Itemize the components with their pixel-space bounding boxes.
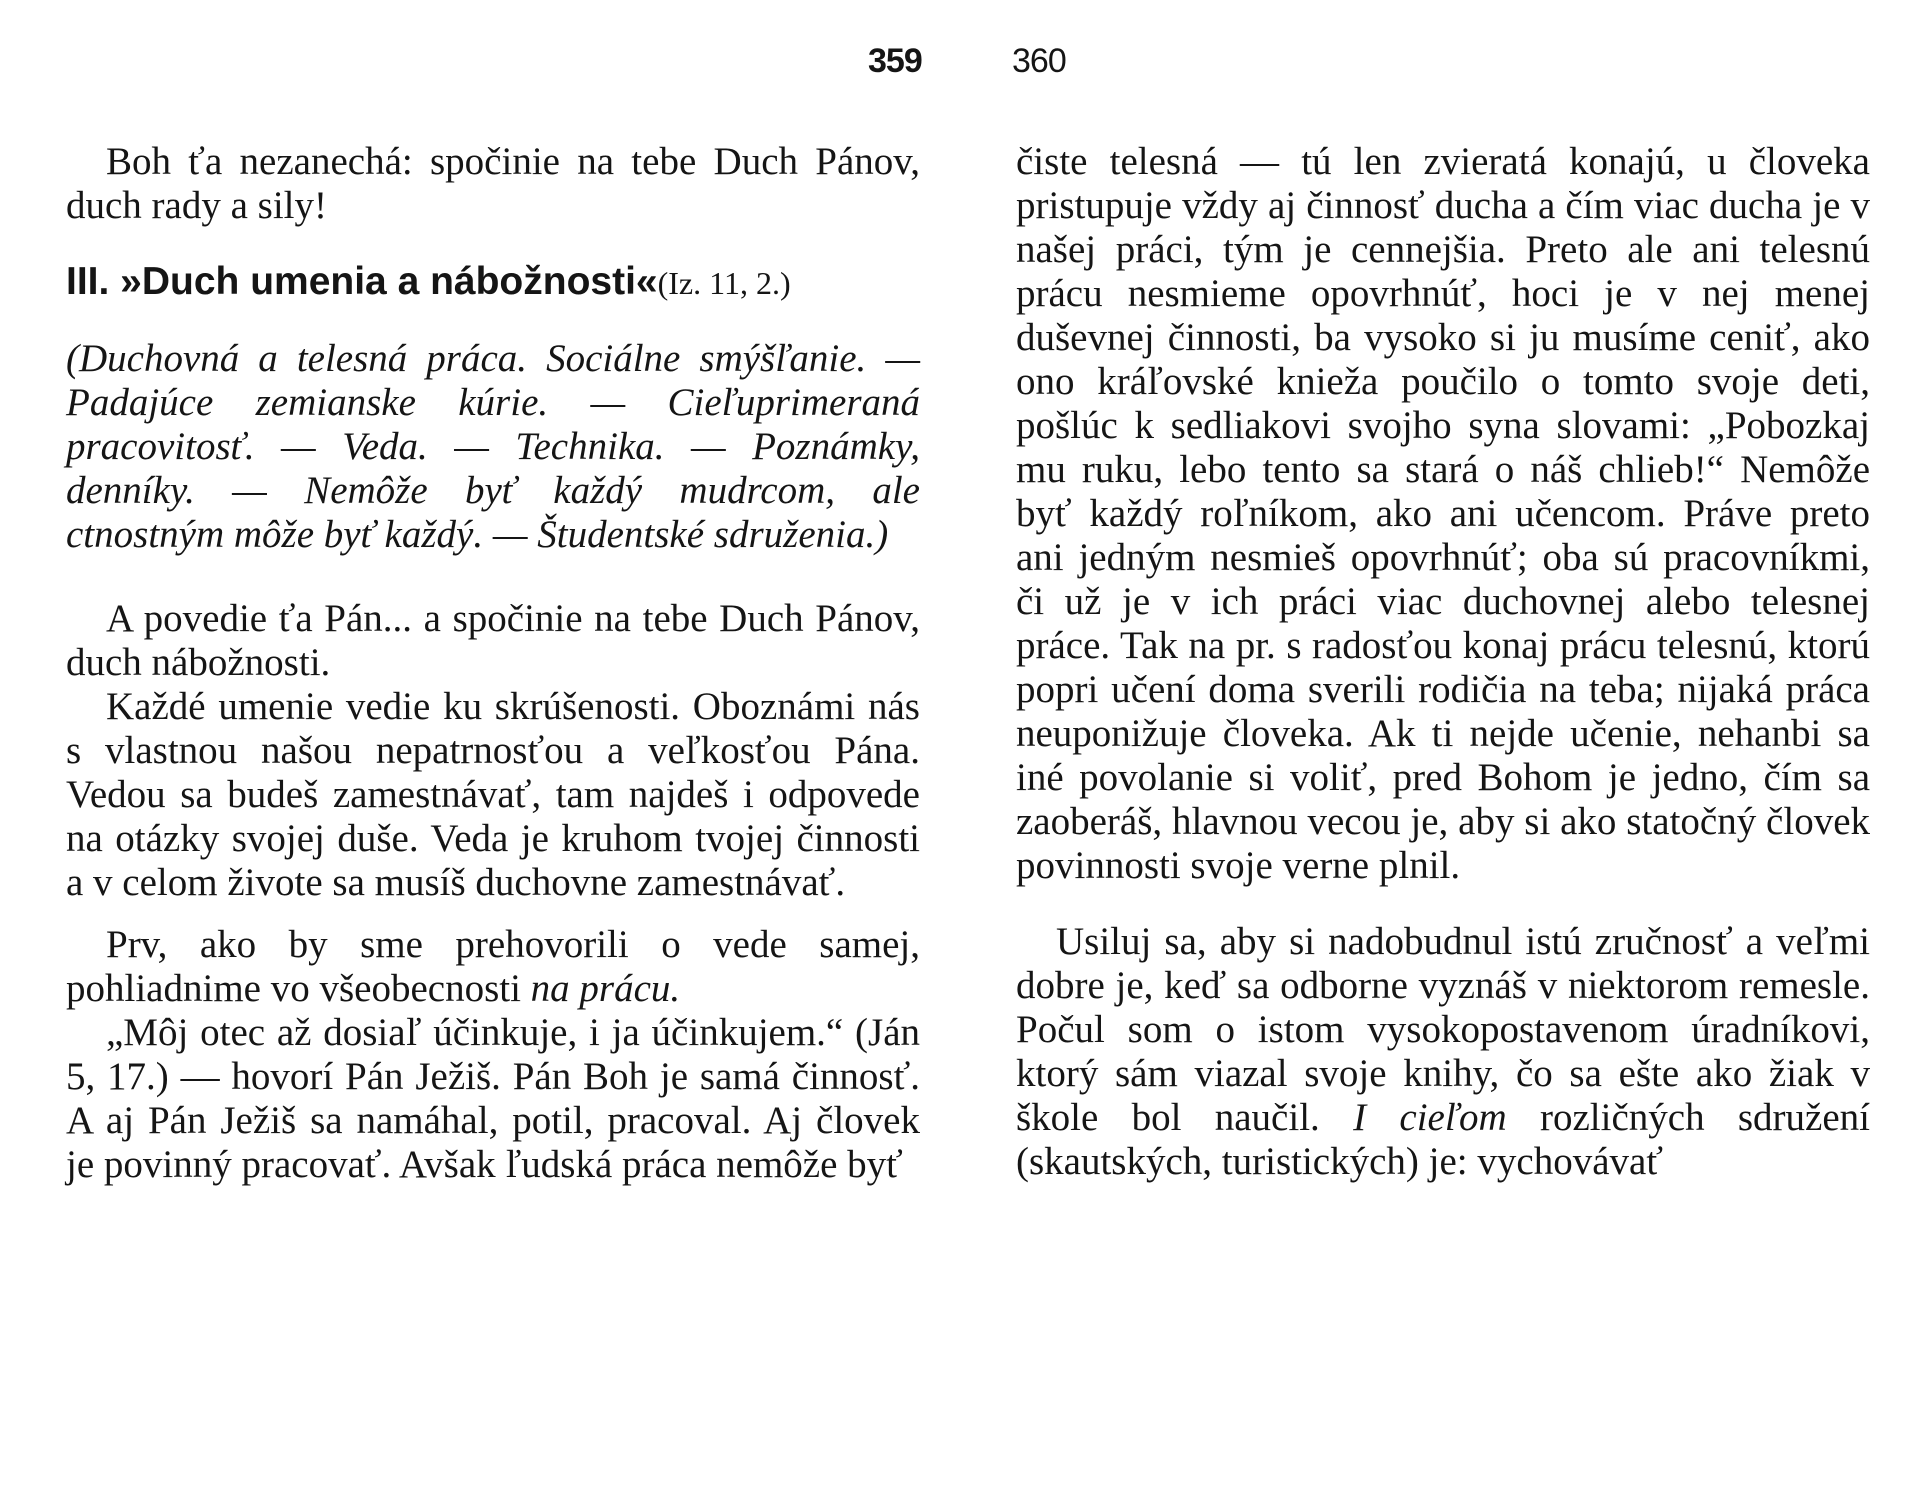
right-paragraph-1: čiste telesná — tú len zvieratá konajú, u človeka pristupuje vždy aj činnosť ducha a čím viac ducha je v našej práci, tým je cennejšia. Preto ale ani telesnú prácu nesmieme opovrhnúť, hoci je v nej menej duševnej činnosti, ba vysoko si ju musíme ceniť, ako ono kráľovské knieža poučilo o tomto svoje deti, pošlúc k sedliakovi svojho syna slovami: „Pobozkaj mu ruku, lebo tento sa stará o náš chlieb!“ Nemôže byť každý roľníkom, ako ani učencom. Práve preto ani jedným nesmieš opovrhnúť; oba sú pracovníkmi, či už je v ich práci viac duchovnej alebo telesnej práce. Tak na pr. s radosťou konaj prácu telesnú, ktorú popri učení doma sverili rodičia na teba; nijaká práca neuponižuje človeka. Ak ti nejde učenie, nehanbi sa iné povolanie si voliť, pred Bohom je jedno, čím sa zaoberáš, hlavnou vecou je, aby si ako statočný človek povinnosti svoje verne plnil. <box>1016 140 1870 887</box>
right-paragraph-2-emphasis: I cieľom <box>1353 1096 1507 1139</box>
chapter-heading <box>66 260 920 305</box>
left-paragraph-2: A povedie ťa Pán... a spočinie na tebe Duch Pánov, duch nábožnosti. <box>66 597 920 684</box>
left-paragraph-1: Boh ťa nezanechá: spočinie na tebe Duch Pánov, duch rady a sily! <box>66 140 920 227</box>
left-paragraph-4-emphasis: na prácu. <box>530 967 681 1010</box>
left-page <box>66 140 920 1187</box>
chapter-summary: (Duchovná a telesná práca. Sociálne smýšľanie. — Padajúce zemianske kúrie. — Cieľuprimeraná pracovitosť. — Veda. — Technika. — Poznámky, denníky. — Nemôže byť každý mudrcom, ale ctnostným môže byť každý. — Študentské sdruženia.) <box>66 337 920 556</box>
right-paragraph-2 <box>1016 920 1870 1184</box>
left-paragraph-4-text: Prv, ako by sme prehovorili o vede samej, pohliadnime vo všeobecnosti <box>66 923 920 1010</box>
chapter-heading-reference: (Iz. 11, 2.) <box>657 265 791 301</box>
right-page <box>1016 140 1870 1184</box>
left-paragraph-5: „Môj otec až dosiaľ účinkuje, i ja účinkujem.“ (Ján 5, 17.) — hovorí Pán Ježiš. Pán Boh je samá činnosť. A aj Pán Ježiš sa namáhal, potil, pracoval. Aj človek je povinný pracovať. Avšak ľudská práca nemôže byť <box>66 1011 920 1186</box>
left-paragraph-4 <box>66 923 920 1011</box>
chapter-heading-title: III. »Duch umenia a nábožnosti« <box>66 260 658 303</box>
page-number-right: 360 <box>1012 42 1066 80</box>
right-paragraph-2-text: Usiluj sa, aby si nadobudnul istú zručnosť a veľmi dobre je, keď sa odborne vyznáš v niektorom remesle. Počul som o istom vysokopostavenom úradníkovi, ktorý sám viazal svoje knihy, čo sa ešte ako žiak v škole bol naučil. <box>1016 920 1870 1139</box>
page-number-left: 359 <box>868 42 922 80</box>
right-paragraph-2-tail: rozličných sdružení (skautských, turistických) je: vychovávať <box>1016 1096 1870 1183</box>
left-paragraph-3: Každé umenie vedie ku skrúšenosti. Oboznámi nás s vlastnou našou nepatrnosťou a veľkosťou Pána. Vedou sa budeš zamestnávať, tam najdeš i odpovede na otázky svojej duše. Veda je kruhom tvojej činnosti a v celom živote sa musíš duchovne zamestnávať. <box>66 685 920 904</box>
